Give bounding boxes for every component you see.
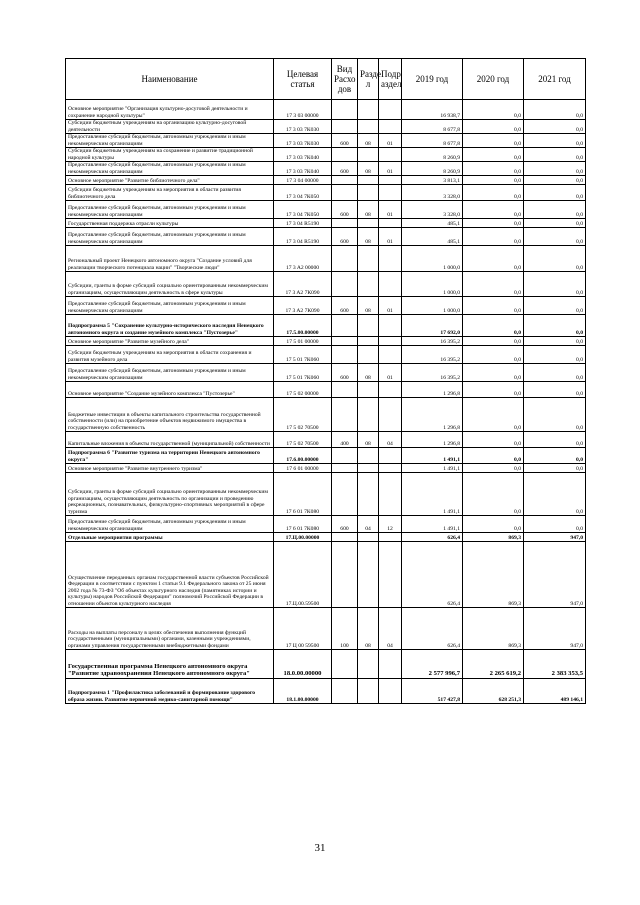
header-expense-type: Вид Расхо дов: [332, 59, 358, 100]
cell-name: Капитальные вложения в объекты государственной (муниципальной) собственности: [66, 432, 274, 448]
cell-2020: 0,0: [463, 148, 524, 162]
cell-2021: 2 383 353,5: [524, 650, 586, 679]
cell-2020: 0,0: [463, 201, 524, 219]
cell-subsection: [379, 473, 402, 516]
cell-subsection: [379, 398, 402, 432]
cell-expense-type: [332, 542, 358, 608]
cell-target-article: 17.5.00.00000: [274, 315, 332, 337]
cell-section: [358, 219, 379, 228]
cell-section: 08: [358, 228, 379, 246]
cell-2019: 1 296,8: [402, 382, 463, 398]
cell-2020: 0,0: [463, 448, 524, 464]
cell-2020: 0,0: [463, 134, 524, 148]
cell-2020: 0,0: [463, 364, 524, 382]
cell-2020: 2 265 619,2: [463, 650, 524, 679]
cell-subsection: [379, 315, 402, 337]
cell-2019: 1 000,0: [402, 246, 463, 272]
table-row: [66, 448, 586, 464]
cell-2019: 8 260,9: [402, 148, 463, 162]
cell-2020: 0,0: [463, 337, 524, 346]
cell-subsection: [379, 533, 402, 542]
table-row: [66, 364, 586, 382]
cell-2021: 0,0: [524, 346, 586, 364]
cell-subsection: [379, 219, 402, 228]
cell-2019: 517 427,8: [402, 679, 463, 704]
cell-expense-type: [332, 533, 358, 542]
header-year-2020: 2020 год: [463, 59, 524, 100]
cell-subsection: 12: [379, 516, 402, 533]
cell-2019: 626,4: [402, 533, 463, 542]
cell-name: Подпрограмма 1 "Профилактика заболеваний и формирование здорового образа жизни. Развитие первичной медико-санитарной помощи": [66, 679, 274, 704]
cell-2021: 0,0: [524, 448, 586, 464]
cell-2020: 869,3: [463, 542, 524, 608]
cell-expense-type: [332, 185, 358, 201]
cell-2021: 0,0: [524, 120, 586, 134]
table-row: [66, 176, 586, 185]
cell-section: [358, 120, 379, 134]
cell-2020: 869,3: [463, 533, 524, 542]
cell-expense-type: [332, 679, 358, 704]
cell-2020: 0,0: [463, 382, 524, 398]
cell-section: [358, 448, 379, 464]
cell-2019: 626,4: [402, 542, 463, 608]
cell-2019: 16 395,2: [402, 364, 463, 382]
cell-section: [358, 315, 379, 337]
cell-2020: 0,0: [463, 246, 524, 272]
table-row: [66, 134, 586, 148]
cell-name: Региональный проект Ненецкого автономного округа "Создание условий для реализации творческого потенциала нации" "Творческие люди": [66, 246, 274, 272]
cell-expense-type: [332, 176, 358, 185]
cell-target-article: 17.Ц.00.00000: [274, 533, 332, 542]
cell-2019: 1 000,0: [402, 297, 463, 315]
cell-subsection: 01: [379, 364, 402, 382]
cell-expense-type: 600: [332, 134, 358, 148]
cell-name: Государственная поддержка отрасли культуры: [66, 219, 274, 228]
cell-expense-type: [332, 315, 358, 337]
header-target-article: Целевая статья: [274, 59, 332, 100]
cell-subsection: [379, 148, 402, 162]
table-row: [66, 148, 586, 162]
cell-target-article: 17 3 04 00000: [274, 176, 332, 185]
cell-2019: 1 491,1: [402, 473, 463, 516]
table-row: [66, 464, 586, 473]
table-row: [66, 162, 586, 176]
cell-expense-type: 600: [332, 364, 358, 382]
cell-target-article: 18.1.00.00000: [274, 679, 332, 704]
cell-subsection: 01: [379, 228, 402, 246]
cell-2020: 0,0: [463, 162, 524, 176]
cell-expense-type: [332, 219, 358, 228]
cell-target-article: 17 5 02 70500: [274, 398, 332, 432]
cell-expense-type: [332, 448, 358, 464]
cell-2020: 0,0: [463, 346, 524, 364]
cell-target-article: 17.Ц.00.59500: [274, 542, 332, 608]
cell-expense-type: 600: [332, 516, 358, 533]
cell-section: [358, 272, 379, 297]
cell-expense-type: 600: [332, 297, 358, 315]
cell-target-article: 17 3 03 7К030: [274, 134, 332, 148]
cell-section: 08: [358, 162, 379, 176]
cell-subsection: 01: [379, 297, 402, 315]
cell-name: Субсидии бюджетным учреждениям на организацию культурно-досуговой деятельности: [66, 120, 274, 134]
cell-2020: 0,0: [463, 272, 524, 297]
cell-section: [358, 346, 379, 364]
cell-section: 08: [358, 134, 379, 148]
page-number: 31: [314, 842, 326, 854]
cell-2020: 0,0: [463, 432, 524, 448]
cell-2019: 8 677,8: [402, 120, 463, 134]
cell-target-article: 17 3 04 7К050: [274, 201, 332, 219]
cell-subsection: [379, 120, 402, 134]
cell-name: Подпрограмма 5 "Сохранение культурно-исторического наследия Ненецкого автономного округа и создание музейного комплекса "Пустозерье": [66, 315, 274, 337]
table-row: [66, 219, 586, 228]
cell-expense-type: 400: [332, 432, 358, 448]
cell-expense-type: [332, 473, 358, 516]
table-row: [66, 398, 586, 432]
cell-subsection: 01: [379, 201, 402, 219]
cell-2020: 0,0: [463, 219, 524, 228]
cell-2021: 0,0: [524, 148, 586, 162]
cell-section: 08: [358, 608, 379, 650]
cell-2019: 485,1: [402, 219, 463, 228]
cell-2019: 17 692,0: [402, 315, 463, 337]
cell-name: Предоставление субсидий бюджетным, автономным учреждениям и иным некоммерческим организациям: [66, 201, 274, 219]
cell-section: [358, 337, 379, 346]
cell-name: Основное мероприятие "Создание музейного комплекса "Пустозерье": [66, 382, 274, 398]
cell-2020: 0,0: [463, 120, 524, 134]
cell-subsection: [379, 448, 402, 464]
cell-subsection: [379, 246, 402, 272]
cell-target-article: 17 5 02 00000: [274, 382, 332, 398]
cell-2021: 947,0: [524, 533, 586, 542]
cell-expense-type: 600: [332, 162, 358, 176]
cell-name: Субсидии, гранты в форме субсидий социально ориентированным некоммерческим организациям, осуществляющим деятельность в сфере культуры: [66, 272, 274, 297]
cell-target-article: 17 3 03 7К040: [274, 162, 332, 176]
cell-section: [358, 100, 379, 120]
cell-section: 08: [358, 201, 379, 219]
table-row: [66, 185, 586, 201]
cell-2021: 0,0: [524, 185, 586, 201]
header-year-2021: 2021 год: [524, 59, 586, 100]
cell-2021: 0,0: [524, 473, 586, 516]
cell-expense-type: 600: [332, 201, 358, 219]
cell-subsection: [379, 650, 402, 679]
table-row: [66, 246, 586, 272]
header-year-2019: 2019 год: [402, 59, 463, 100]
cell-2020: 0,0: [463, 315, 524, 337]
cell-expense-type: [332, 272, 358, 297]
cell-target-article: 17 3 04 R5190: [274, 219, 332, 228]
table-row: [66, 346, 586, 364]
cell-2021: 0,0: [524, 464, 586, 473]
cell-target-article: 17 3 A2 7К090: [274, 272, 332, 297]
table-header-row: [66, 59, 586, 100]
table-row: [66, 382, 586, 398]
cell-2019: 1 491,1: [402, 448, 463, 464]
cell-subsection: 01: [379, 162, 402, 176]
cell-name: Предоставление субсидий бюджетным, автономным учреждениям и иным некоммерческим организациям: [66, 134, 274, 148]
cell-expense-type: [332, 100, 358, 120]
cell-2020: 0,0: [463, 473, 524, 516]
cell-expense-type: [332, 346, 358, 364]
cell-target-article: 17 6 01 00000: [274, 464, 332, 473]
cell-2019: 1 296,8: [402, 432, 463, 448]
cell-2021: 0,0: [524, 134, 586, 148]
table-row: [66, 201, 586, 219]
cell-section: [358, 246, 379, 272]
cell-section: [358, 148, 379, 162]
cell-expense-type: [332, 464, 358, 473]
cell-expense-type: [332, 337, 358, 346]
cell-name: Предоставление субсидий бюджетным, автономным учреждениям и иным некоммерческим организациям: [66, 162, 274, 176]
cell-target-article: 17 5 01 7К060: [274, 346, 332, 364]
cell-2020: 0,0: [463, 464, 524, 473]
cell-subsection: 04: [379, 432, 402, 448]
header-name: Наименование: [66, 59, 274, 100]
cell-target-article: 17 5 01 7К060: [274, 364, 332, 382]
cell-2020: 0,0: [463, 228, 524, 246]
cell-target-article: 17 3 03 7К030: [274, 120, 332, 134]
cell-name: Предоставление субсидий бюджетным, автономным учреждениям и иным некоммерческим организациям: [66, 364, 274, 382]
cell-section: [358, 398, 379, 432]
cell-subsection: [379, 176, 402, 185]
cell-name: Субсидии, гранты в форме субсидий социально ориентированным некоммерческим организациям, осуществляющим деятельность по организации и проведению рекреационных, познавательных, физкультурно-спортивных мероприятий в сфере туризма: [66, 473, 274, 516]
cell-2019: 3 813,1: [402, 176, 463, 185]
cell-2021: 0,0: [524, 315, 586, 337]
cell-subsection: [379, 382, 402, 398]
cell-section: [358, 542, 379, 608]
cell-2019: 1 491,1: [402, 464, 463, 473]
cell-name: Субсидии бюджетным учреждениям на мероприятия в области развития библиотечного дела: [66, 185, 274, 201]
cell-2021: 0,0: [524, 272, 586, 297]
cell-expense-type: [332, 120, 358, 134]
cell-section: [358, 533, 379, 542]
cell-target-article: 17 5 02 70500: [274, 432, 332, 448]
cell-name: Отдельные мероприятия программы: [66, 533, 274, 542]
cell-2021: 0,0: [524, 337, 586, 346]
cell-name: Основное мероприятие "Развитие библиотечного дела": [66, 176, 274, 185]
cell-target-article: 17 Ц 00 59500: [274, 608, 332, 650]
cell-subsection: [379, 346, 402, 364]
cell-2021: 0,0: [524, 297, 586, 315]
cell-2019: 16 395,2: [402, 337, 463, 346]
cell-2019: 8 677,8: [402, 134, 463, 148]
table-row: [66, 315, 586, 337]
cell-expense-type: [332, 382, 358, 398]
table-row: [66, 679, 586, 704]
cell-2019: 1 491,1: [402, 516, 463, 533]
cell-section: [358, 382, 379, 398]
cell-2021: 0,0: [524, 382, 586, 398]
cell-2019: 1 296,8: [402, 398, 463, 432]
cell-name: Подпрограмма 6 "Развитие туризма на территории Ненецкого автономного округа": [66, 448, 274, 464]
cell-expense-type: [332, 398, 358, 432]
cell-section: [358, 464, 379, 473]
cell-2021: 0,0: [524, 398, 586, 432]
cell-2021: 0,0: [524, 246, 586, 272]
cell-2021: 0,0: [524, 201, 586, 219]
cell-expense-type: [332, 148, 358, 162]
cell-2019: 16 395,2: [402, 346, 463, 364]
cell-2021: 0,0: [524, 432, 586, 448]
cell-2020: 869,3: [463, 608, 524, 650]
cell-name: Предоставление субсидий бюджетным, автономным учреждениям и иным некоммерческим организациям: [66, 228, 274, 246]
cell-expense-type: 100: [332, 608, 358, 650]
cell-2020: 0,0: [463, 185, 524, 201]
table-row: [66, 432, 586, 448]
table-row: [66, 516, 586, 533]
header-section: Разде л: [358, 59, 379, 100]
cell-name: Субсидии бюджетным учреждениям на сохранение и развитие традиционной народной культуры: [66, 148, 274, 162]
cell-2021: 947,0: [524, 608, 586, 650]
cell-2019: 1 000,0: [402, 272, 463, 297]
budget-table: [65, 58, 586, 704]
cell-subsection: 04: [379, 608, 402, 650]
cell-name: Предоставление субсидий бюджетным, автономным учреждениям и иным некоммерческим организациям: [66, 297, 274, 315]
table-row: [66, 297, 586, 315]
cell-section: 08: [358, 364, 379, 382]
cell-2019: 3 328,0: [402, 185, 463, 201]
cell-section: [358, 679, 379, 704]
cell-section: 08: [358, 297, 379, 315]
cell-2021: 489 146,1: [524, 679, 586, 704]
cell-subsection: [379, 272, 402, 297]
cell-target-article: 17 6 01 7К080: [274, 473, 332, 516]
cell-section: [358, 176, 379, 185]
cell-name: Бюджетные инвестиции в объекты капитального строительства государственной собственности (или) на приобретение объектов недвижимого имущества в государственную собственность: [66, 398, 274, 432]
cell-2019: 8 260,9: [402, 162, 463, 176]
cell-subsection: [379, 542, 402, 608]
cell-2019: 16 938,7: [402, 100, 463, 120]
table-row: [66, 608, 586, 650]
cell-name: Субсидии бюджетным учреждениям на мероприятия в области сохранения и развития музейного дела: [66, 346, 274, 364]
table-row: [66, 473, 586, 516]
cell-2021: 0,0: [524, 162, 586, 176]
cell-subsection: [379, 185, 402, 201]
cell-subsection: [379, 337, 402, 346]
cell-subsection: 01: [379, 134, 402, 148]
cell-2019: 3 328,0: [402, 201, 463, 219]
cell-section: [358, 473, 379, 516]
cell-2021: 0,0: [524, 219, 586, 228]
table-row: [66, 228, 586, 246]
cell-2021: 0,0: [524, 100, 586, 120]
cell-name: Расходы на выплаты персоналу в целях обеспечения выполнения функций государственными (муниципальными) органами, казенными учреждениями, органами управления государственными внебюджетными фондами: [66, 608, 274, 650]
table-row: [66, 272, 586, 297]
cell-2019: 2 577 996,7: [402, 650, 463, 679]
cell-subsection: [379, 100, 402, 120]
header-subsection: Подр аздел: [379, 59, 402, 100]
cell-2021: 0,0: [524, 228, 586, 246]
cell-2021: 0,0: [524, 364, 586, 382]
cell-expense-type: [332, 246, 358, 272]
cell-2020: 0,0: [463, 297, 524, 315]
cell-target-article: 17.6.00.00000: [274, 448, 332, 464]
cell-expense-type: 600: [332, 228, 358, 246]
cell-2021: 947,0: [524, 542, 586, 608]
cell-target-article: 17 3 03 7К040: [274, 148, 332, 162]
cell-subsection: [379, 464, 402, 473]
table-row: [66, 120, 586, 134]
cell-2020: 0,0: [463, 516, 524, 533]
cell-target-article: 17 5 01 00000: [274, 337, 332, 346]
cell-2020: 628 251,3: [463, 679, 524, 704]
cell-target-article: 17 3 A2 00000: [274, 246, 332, 272]
cell-name: Предоставление субсидий бюджетным, автономным учреждениям и иным некоммерческим организациям: [66, 516, 274, 533]
cell-name: Осуществление переданных органам государственной власти субъектов Российской Федерации в соответствии с пунктом 1 статьи 9.1 Федерального закона от 25 июня 2002 года № 73-ФЗ "Об объектах культурного наследия (памятниках истории и культуры) народов Российской Федерации" полномочий Российской Федерации в отношении объектов культурного наследия: [66, 542, 274, 608]
cell-target-article: 17 3 03 00000: [274, 100, 332, 120]
cell-2020: 0,0: [463, 398, 524, 432]
cell-target-article: 17 3 A2 7К090: [274, 297, 332, 315]
cell-section: [358, 650, 379, 679]
cell-2019: 626,4: [402, 608, 463, 650]
cell-2021: 0,0: [524, 176, 586, 185]
cell-target-article: 17 3 04 R5190: [274, 228, 332, 246]
cell-2020: 0,0: [463, 100, 524, 120]
table-row: [66, 542, 586, 608]
cell-section: 04: [358, 516, 379, 533]
cell-name: Основное мероприятие "Развитие музейного дела": [66, 337, 274, 346]
cell-name: Основное мероприятие "Развитие внутреннего туризма": [66, 464, 274, 473]
cell-2020: 0,0: [463, 176, 524, 185]
table-row: [66, 337, 586, 346]
cell-section: [358, 185, 379, 201]
cell-target-article: 17 6 01 7К080: [274, 516, 332, 533]
table-row: [66, 650, 586, 679]
cell-target-article: 18.0.00.00000: [274, 650, 332, 679]
table-row: [66, 533, 586, 542]
table-row: [66, 100, 586, 120]
cell-subsection: [379, 679, 402, 704]
cell-target-article: 17 3 04 7К050: [274, 185, 332, 201]
cell-name: Государственная программа Ненецкого автономного округа "Развитие здравоохранения Ненецкого автономного округа": [66, 650, 274, 679]
cell-name: Основное мероприятие "Организация культурно-досуговой деятельности и сохранение народной культуры": [66, 100, 274, 120]
cell-section: 08: [358, 432, 379, 448]
cell-2019: 485,1: [402, 228, 463, 246]
cell-2021: 0,0: [524, 516, 586, 533]
cell-expense-type: [332, 650, 358, 679]
